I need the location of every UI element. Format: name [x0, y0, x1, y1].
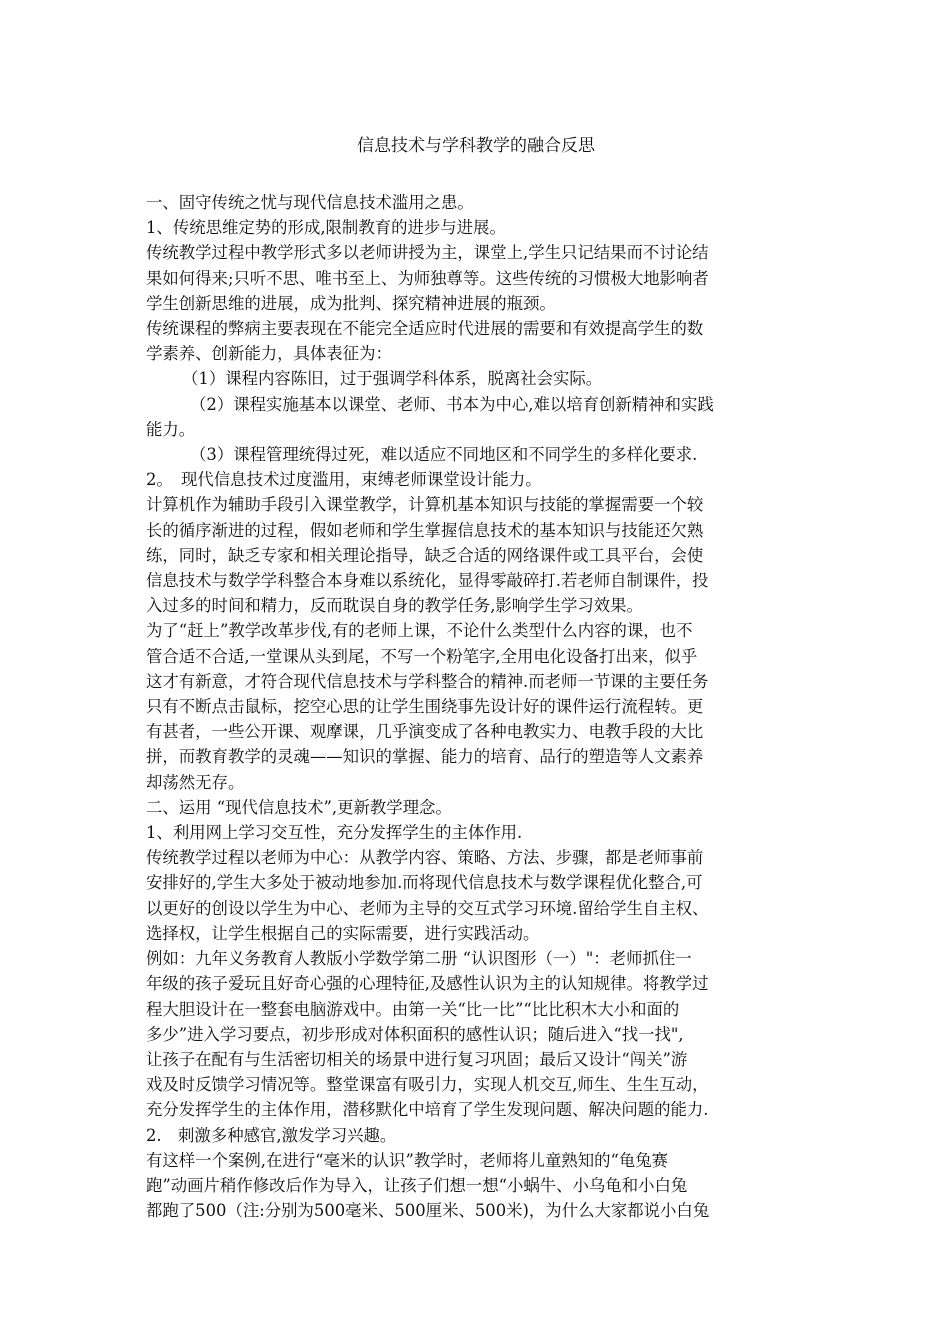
- paragraph-line: 以更好的创设以学生为中心、老师为主导的交互式学习环境.留给学生自主权、: [146, 898, 709, 918]
- paragraph-line: 程大胆设计在一整套电脑游戏中。由第一关“比一比”“比比积木大小和面的: [146, 999, 680, 1019]
- paragraph-line: 选择权，让学生根据自己的实际需要，进行实践活动。: [146, 923, 540, 943]
- paragraph-line: 安排好的,学生大多处于被动地参加.而将现代信息技术与数学课程优化整合,可: [146, 873, 703, 893]
- paragraph-line: 跑”动画片稍作修改后作为导入，让孩子们想一想“小蜗牛、小乌龟和小白兔: [146, 1175, 688, 1195]
- paragraph-line: 让孩子在配有与生活密切相关的场景中进行复习巩固；最后又设计“闯关”游: [146, 1049, 688, 1069]
- subsection-heading-1-1: 1、传统思维定势的形成,限制教育的进步与进展。: [146, 218, 506, 238]
- list-item-2: （2）课程实施基本以课堂、老师、书本为中心,难以培育创新精神和实践: [190, 394, 714, 414]
- section-heading-1: 一、固守传统之忧与现代信息技术滥用之患。: [146, 193, 474, 212]
- paragraph-line: 信息技术与数学学科整合本身难以系统化，显得零敲碎打.若老师自制课件，投: [146, 571, 709, 591]
- paragraph-line: 练，同时，缺乏专家和相关理论指导，缺乏合适的网络课件或工具平台，会使: [146, 545, 704, 565]
- paragraph-line: 传统教学过程中教学形式多以老师讲授为主，课堂上,学生只记结果而不讨论结: [146, 243, 709, 263]
- subsection-heading-1-2: 2。 现代信息技术过度滥用，束缚老师课堂设计能力。: [146, 470, 542, 490]
- paragraph-line: 都跑了500（注:分别为500毫米、500厘米、500米)，为什么大家都说小白兔: [146, 1201, 710, 1221]
- section-heading-2: 二、运用 “现代信息技术”,更新教学理念。: [146, 797, 452, 817]
- paragraph-line: 学素养、创新能力，具体表征为：: [146, 344, 392, 364]
- paragraph-line: 计算机作为辅助手段引入课堂教学，计算机基本知识与技能的掌握需要一个较: [146, 495, 704, 515]
- paragraph-line: 年级的孩子爱玩且好奇心强的心理特征,及感性认识为主的认知规律。将教学过: [146, 974, 709, 994]
- paragraph-line: 却荡然无存。: [146, 772, 245, 792]
- paragraph-line: 学生创新思维的进展，成为批判、探究精神进展的瓶颈。: [146, 293, 556, 313]
- paragraph-line: 长的循序渐进的过程，假如老师和学生掌握信息技术的基本知识与技能还欠熟: [146, 520, 704, 540]
- list-item-1: （1）课程内容陈旧，过于强调学科体系，脱离社会实际。: [182, 369, 603, 389]
- paragraph-line: 例如：九年义务教育人教版小学数学第二册 “认识图形（一）"：老师抓住一: [146, 949, 692, 969]
- paragraph-line: 多少”进入学习要点，初步形成对体积面积的感性认识；随后进入“找一找",: [146, 1024, 684, 1044]
- subsection-heading-2-1: 1、利用网上学习交互性，充分发挥学生的主体作用.: [146, 823, 523, 843]
- paragraph-line: 有甚者，一些公开课、观摩课，几乎演变成了各种电教实力、电教手段的大比: [146, 722, 704, 742]
- paragraph-line: 传统教学过程以老师为中心：从教学内容、策略、方法、步骤，都是老师事前: [146, 848, 704, 868]
- document-title: 信息技术与学科教学的融合反思: [357, 136, 595, 156]
- paragraph-line: 果如何得来;只听不思、唯书至上、为师独尊等。这些传统的习惯极大地影响者: [146, 268, 709, 288]
- paragraph-line: 戏及时反馈学习情况等。整堂课富有吸引力，实现人机交互,师生、生生互动，: [146, 1075, 709, 1095]
- paragraph-line: 拼，而教育教学的灵魂——知识的掌握、能力的培育、品行的塑造等人文素养: [146, 747, 704, 767]
- paragraph-line: 这才有新意，才符合现代信息技术与学科整合的精神.而老师一节课的主要任务: [146, 671, 709, 691]
- paragraph-line: 传统课程的弊病主要表现在不能完全适应时代进展的需要和有效提高学生的数: [146, 319, 704, 339]
- paragraph-line: 入过多的时间和精力，反而耽误自身的教学任务,影响学生学习效果。: [146, 596, 643, 616]
- paragraph-line: 只有不断点击鼠标，挖空心思的让学生围绕事先设计好的课件运行流程转。更: [146, 697, 704, 717]
- paragraph-line: 充分发挥学生的主体作用，潜移默化中培育了学生发现问题、解决问题的能力.: [146, 1100, 709, 1120]
- paragraph-line: 有这样一个案例,在进行“毫米的认识”教学时，老师将儿童熟知的“龟兔赛: [146, 1150, 669, 1170]
- subsection-heading-2-2: 2. 刺激多种感官,激发学习兴趣。: [146, 1125, 397, 1145]
- paragraph-line: 为了“赶上”教学改革步伐,有的老师上课，不论什么类型什么内容的课，也不: [146, 621, 693, 641]
- paragraph-line: 管合适不合适,一堂课从头到尾，不写一个粉笔字,全用电化设备打出来，似乎: [146, 646, 698, 666]
- paragraph-line: 能力。: [146, 419, 196, 439]
- document-page: [146, 128, 806, 1223]
- list-item-3: （3）课程管理统得过死，难以适应不同地区和不同学生的多样化要求.: [190, 445, 698, 465]
